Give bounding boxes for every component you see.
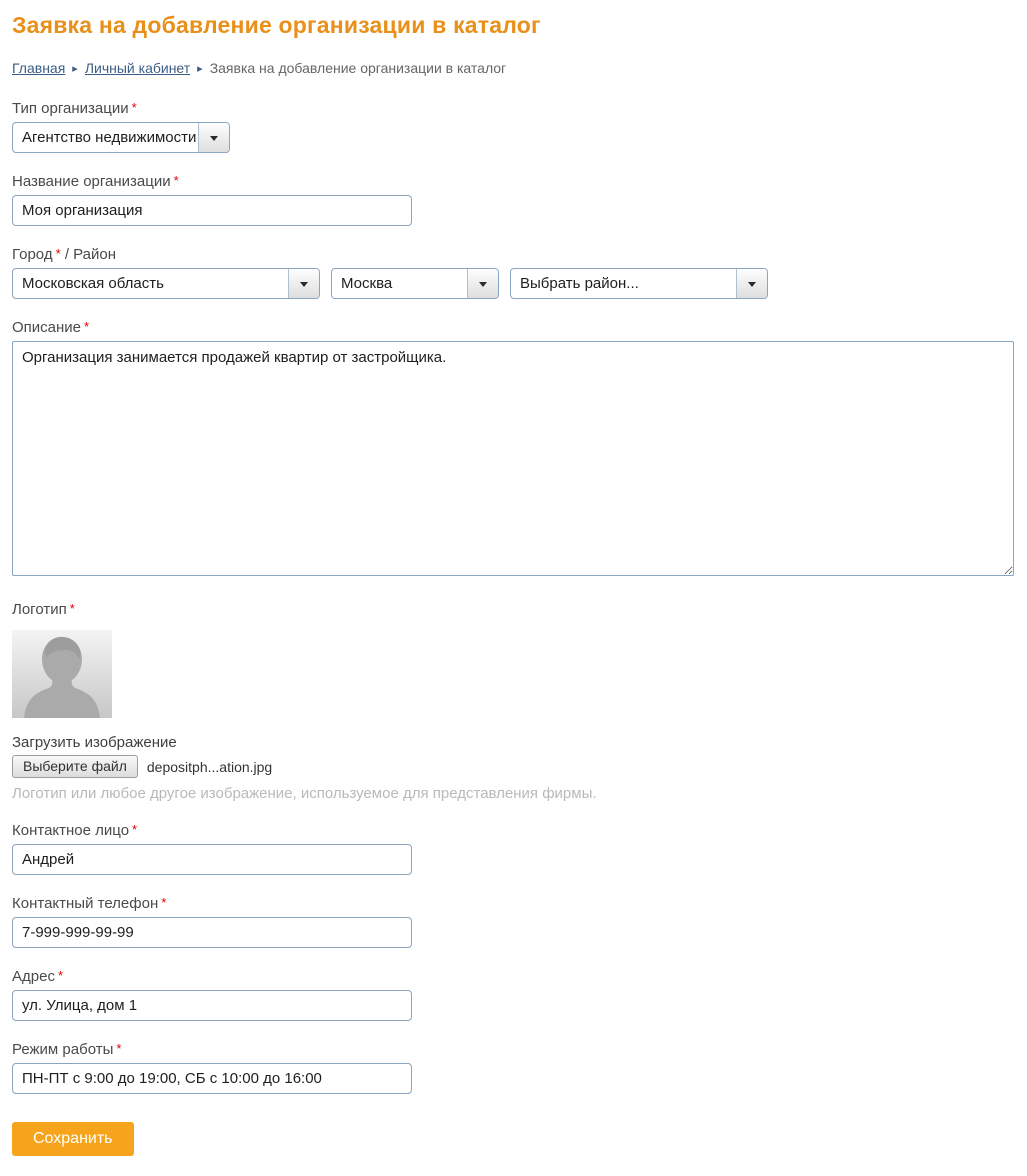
breadcrumb-link-account[interactable]: Личный кабинет	[84, 60, 191, 76]
org-type-group	[12, 100, 1015, 153]
region-select-value: Московская область	[22, 275, 164, 292]
required-asterisk: *	[116, 1041, 122, 1056]
selected-file-name: depositph...ation.jpg	[146, 758, 273, 775]
page-title: Заявка на добавление организации в каталог	[12, 12, 541, 38]
description-label	[12, 319, 1015, 336]
logo-label	[12, 601, 1015, 618]
chevron-down-icon	[288, 269, 319, 298]
city-select[interactable]	[331, 268, 499, 299]
description-textarea[interactable]	[12, 341, 1014, 576]
org-type-select[interactable]	[12, 122, 230, 153]
org-type-select-value: Агентство недвижимости	[22, 129, 197, 146]
org-type-label-text: Тип организации	[12, 100, 129, 117]
description-group	[12, 319, 1015, 581]
required-asterisk: *	[84, 319, 90, 334]
work-hours-input[interactable]	[12, 1063, 412, 1094]
address-input[interactable]	[12, 990, 412, 1021]
file-input-row	[12, 755, 1015, 778]
address-group	[12, 968, 1015, 1021]
required-asterisk: *	[173, 173, 179, 188]
contact-phone-label	[12, 895, 1015, 912]
city-select-value: Москва	[341, 275, 393, 292]
address-label-text: Адрес	[12, 968, 55, 985]
breadcrumb	[12, 60, 1015, 76]
region-select[interactable]	[12, 268, 320, 299]
chevron-down-icon	[736, 269, 767, 298]
breadcrumb-separator-icon: ▸	[197, 62, 203, 75]
choose-file-button[interactable]: Выберите файл	[12, 755, 138, 778]
contact-person-label-text: Контактное лицо	[12, 822, 130, 839]
org-name-input[interactable]	[12, 195, 412, 226]
logo-label-text: Логотип	[12, 601, 67, 618]
district-select-value: Выбрать район...	[520, 275, 639, 292]
chevron-down-icon	[198, 123, 229, 152]
district-label-text: / Район	[64, 246, 117, 263]
upload-label: Загрузить изображение	[12, 734, 177, 751]
logo-placeholder-avatar	[12, 630, 112, 718]
work-hours-group	[12, 1041, 1015, 1094]
required-asterisk: *	[57, 968, 64, 983]
location-group	[12, 246, 1015, 299]
required-asterisk: *	[132, 822, 138, 837]
contact-phone-group	[12, 895, 1015, 948]
contact-phone-label-text: Контактный телефон	[12, 895, 159, 912]
contact-person-input[interactable]	[12, 844, 412, 875]
required-asterisk: *	[69, 601, 75, 616]
upload-hint: Логотип или любое другое изображение, используемое для представления фирмы.	[12, 785, 597, 802]
district-select[interactable]	[510, 268, 768, 299]
required-asterisk: *	[131, 100, 137, 115]
required-asterisk: *	[161, 895, 167, 910]
city-label-text: Город	[12, 246, 53, 263]
contact-person-label	[12, 822, 1015, 839]
location-selects-row	[12, 268, 1015, 299]
logo-group	[12, 601, 1015, 718]
work-hours-label-text: Режим работы	[12, 1041, 114, 1058]
org-type-label	[12, 100, 1015, 117]
org-name-group	[12, 173, 1015, 226]
breadcrumb-current: Заявка на добавление организации в каталог	[209, 60, 507, 76]
address-label	[12, 968, 1015, 985]
location-label	[12, 246, 1015, 263]
org-name-label-text: Название организации	[12, 173, 171, 190]
org-name-label	[12, 173, 1015, 190]
required-asterisk: *	[55, 246, 61, 261]
contact-phone-input[interactable]	[12, 917, 412, 948]
description-label-text: Описание	[12, 319, 82, 336]
organization-form	[12, 100, 1015, 1156]
breadcrumb-separator-icon: ▸	[72, 62, 78, 75]
work-hours-label	[12, 1041, 1015, 1058]
save-button[interactable]: Сохранить	[12, 1122, 134, 1156]
chevron-down-icon	[467, 269, 498, 298]
contact-person-group	[12, 822, 1015, 875]
breadcrumb-link-home[interactable]: Главная	[12, 60, 66, 76]
upload-group	[12, 734, 1015, 802]
